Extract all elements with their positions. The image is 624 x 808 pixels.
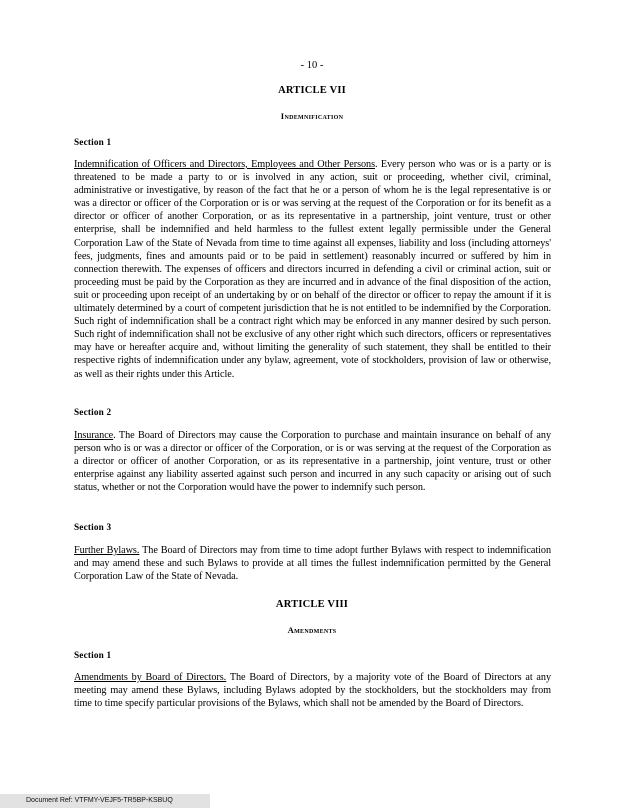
- a7-section-1-paragraph: [74, 158, 551, 381]
- article-7-subtitle: Indemnification: [280, 111, 344, 121]
- page-number: - 10 -: [300, 60, 324, 71]
- a7-s1-lead: Indemnification of Officers and Directors, Employees and Other Persons: [74, 159, 375, 170]
- a7-section-3-paragraph: [74, 544, 551, 583]
- article-8-subtitle: Amendments: [287, 625, 337, 635]
- document-ref-footer: Document Ref: VTFMY-VEJF5-TR5BP-KSBUQ: [0, 794, 210, 808]
- a7-s2-lead: Insurance: [74, 430, 114, 441]
- a8-s1-body: The Board of Directors, by a majority vote of the Board of Directors at any meeting may amend these Bylaws, including Bylaws adopted by the stockholders, but the stockholders may from time to time specify particular provisions of the Bylaws, which shall not be amended by the Board of Directors.: [74, 672, 551, 710]
- a7-section-1-heading: Section 1: [74, 137, 112, 147]
- a7-s3-body: The Board of Directors may from time to time adopt further Bylaws with respect to indemnification and may amend these and such Bylaws to provide at all times the fullest indemnification permitted by the General Corporation Law of the State of Nevada.: [74, 545, 551, 583]
- a7-s1-body: . Every person who was or is a party or is threatened to be made a party to or is involved in any action, suit or proceeding, whether civil, criminal, administrative or investigative, by reason of the fact that he or a person of whom he is the legal representative is or was a director or officer of the Corporation or is or was serving at the request of the Corporation or for its benefit as a director or officer of another Corporation, or as its representative in a partnership, joint venture, trust or other enterprise, shall be indemnified and held harmless to the fullest extent legally permissible under the General Corporation Law of the State of Nevada from time to time against all expenses, liability and loss (including attorneys' fees, judgments, fines and amounts paid or to be paid in settlement) reasonably incurred or suffered by him in connection therewith. The expenses of officers and directors incurred in defending a civil or criminal action, suit or proceeding must be paid by the Corporation as they are incurred and in advance of the final disposition of the action, suit or proceeding upon receipt of an undertaking by or on behalf of the director or officer to repay the amount if it is ultimately determined by a court of competent jurisdiction that he is not entitled to be indemnified by the Corporation. Such right of indemnification shall be a contract right which may be enforced in any manner desired by such person. Such right of indemnification shall not be exclusive of any other right which such directors, officers or representatives may have or hereafter acquire and, without limiting the generality of such statement, they shall be entitled to their respective rights of indemnification under any bylaw, agreement, vote of stockholders, provision of law or otherwise, as well as their rights under this Article.: [74, 159, 551, 380]
- a7-s2-body: . The Board of Directors may cause the Corporation to purchase and maintain insurance on behalf of any person who is or was a director or officer of the Corporation, or is or was serving at the request of the Corporation as a director or officer of another Corporation, or as its representative in a partnership, joint venture, trust or other enterprise against any liability asserted against such person and incurred in any such capacity or arising out of such status, whether or not the Corporation would have the power to indemnify such person.: [74, 430, 551, 494]
- a7-section-2-heading: Section 2: [74, 407, 112, 417]
- article-7-title: ARTICLE VII: [278, 85, 346, 96]
- article-8-title: ARTICLE VIII: [275, 599, 349, 610]
- a7-section-3-heading: Section 3: [74, 522, 112, 532]
- a8-s1-lead: Amendments by Board of Directors.: [74, 672, 227, 683]
- a7-s3-lead: Further Bylaws.: [74, 545, 140, 556]
- a7-section-2-paragraph: [74, 429, 551, 494]
- a8-section-1-paragraph: [74, 671, 551, 710]
- a8-section-1-heading: Section 1: [74, 650, 112, 660]
